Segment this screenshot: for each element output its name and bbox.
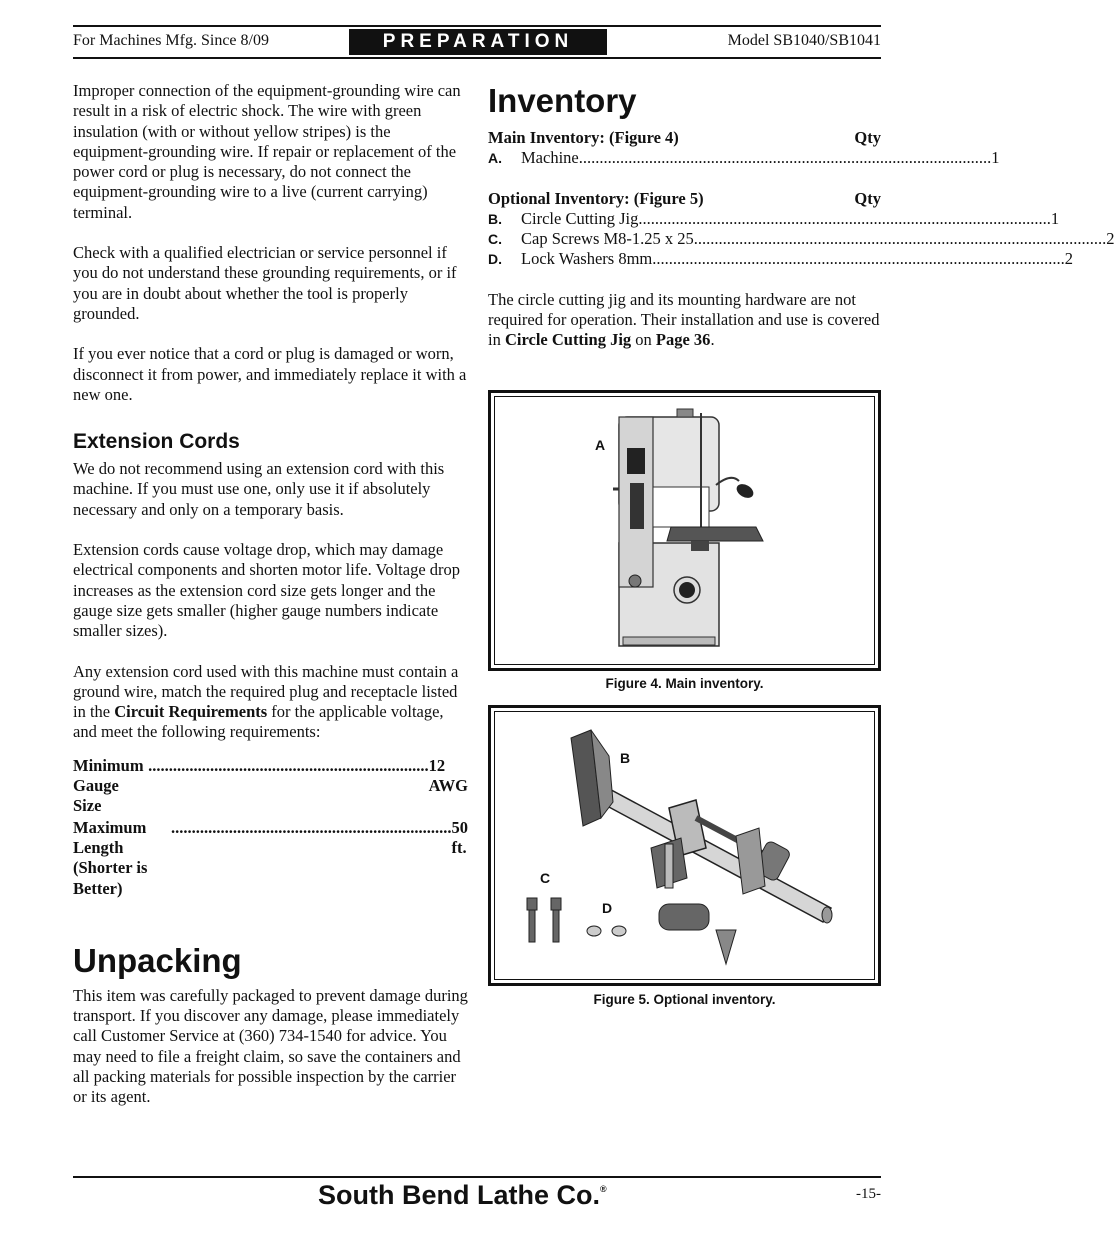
brand-logo: South Bend Lathe Co.® bbox=[318, 1180, 607, 1210]
inventory-heading: Inventory bbox=[488, 82, 637, 119]
inventory-item: A. Machine .................................................................................................... 1 bbox=[488, 148, 1000, 168]
item-qty: 2 bbox=[1106, 229, 1115, 249]
figure-5-label-c: C bbox=[540, 870, 551, 886]
extension-paragraph-2: Extension cords cause voltage drop, which may damage electrical components and shorten motor life. Voltage drop increases as the extension cord size gets longer and the gauge size gets smaller (higher gauge numbers indicate smaller sizes). bbox=[73, 540, 461, 641]
figure-5-label-d: D bbox=[602, 900, 613, 916]
figure-5-frame bbox=[488, 705, 881, 986]
bandsaw-image bbox=[491, 393, 878, 668]
extension-paragraph-1: We do not recommend using an extension cord with this machine. If you must use one, only use it if absolutely necessary and only on a temporary basis. bbox=[73, 459, 445, 519]
header-model: Model SB1040/SB1041 bbox=[727, 32, 881, 49]
figure-4-frame bbox=[488, 390, 881, 671]
item-qty: 1 bbox=[1050, 208, 1060, 228]
inventory-item: C. Cap Screws M8-1.25 x 25 .................................................................................................... 2 bbox=[488, 229, 1115, 249]
item-qty: 2 bbox=[1064, 249, 1074, 269]
extension-cords-heading: Extension Cords bbox=[73, 430, 240, 454]
item-name: Machine bbox=[521, 148, 579, 168]
item-qty: 1 bbox=[991, 148, 1000, 168]
section-title: PREPARATION bbox=[349, 29, 607, 55]
main-inventory-header: Main Inventory: (Figure 4) Qty bbox=[488, 128, 881, 147]
item-letter: A. bbox=[488, 150, 502, 167]
figure-5-label-b: B bbox=[620, 750, 631, 766]
grounding-paragraph: Improper connection of the equipment-grounding wire can result in a risk of electric shock. The wire with green insulation (with or without yellow stripes) is the equipment-grounding wire. If repair or replacement of the power cord or plug is necessary, do not connect the equipment-grounding wire to a live (current carrying) terminal. bbox=[73, 81, 461, 222]
unpacking-paragraph: This item was carefully packaged to prevent damage during transport. If you discover any damage, please immediately call Customer Service at (360) 734-1540 for advice. You may need to file a freight claim, so save the containers and all packing materials for possible inspection by the carrier or its agent. bbox=[73, 985, 468, 1107]
inventory-item: D. Lock Washers 8mm .................................................................................................... 2 bbox=[488, 249, 1074, 269]
item-letter: D. bbox=[488, 251, 502, 268]
spec-max-length: Maximum Length (Shorter is Better) .................................................................... 50 ft. bbox=[73, 817, 468, 898]
circle-jig-image bbox=[491, 708, 878, 983]
figure-4-label-a: A bbox=[595, 437, 606, 453]
item-letter: C. bbox=[488, 231, 502, 248]
jig-link: Circle Cutting Jig bbox=[504, 330, 632, 350]
inventory-item: B. Circle Cutting Jig .................................................................................................... 1 bbox=[488, 208, 1060, 228]
circuit-requirements-ref: Circuit Requirements bbox=[114, 702, 268, 722]
cord-damage-paragraph: If you ever notice that a cord or plug is damaged or worn, disconnect it from power, and immediately replace it with a new one. bbox=[73, 344, 467, 404]
right-column bbox=[488, 81, 1115, 371]
extension-paragraph-3: Any extension cord used with this machine must contain a ground wire, match the required plug and receptacle listed in the Circuit Requirements for the applicable voltage, and meet the following requirements: bbox=[73, 661, 459, 742]
electrician-paragraph: Check with a qualified electrician or service personnel if you do not understand these grounding requirements, or if you are in doubt about whether the tool is properly grounded. bbox=[73, 243, 457, 323]
figure-5-caption: Figure 5. Optional inventory. bbox=[593, 992, 776, 1007]
left-column bbox=[73, 81, 468, 1128]
header-left: For Machines Mfg. Since 8/09 bbox=[73, 32, 269, 49]
item-letter: B. bbox=[488, 210, 502, 227]
spec-min-gauge: Minimum Gauge Size .................................................................... 12 AWG bbox=[73, 755, 468, 816]
page-number: -15- bbox=[856, 1186, 881, 1202]
item-name: Cap Screws M8-1.25 x 25 bbox=[521, 229, 694, 249]
footer-rule bbox=[73, 1176, 881, 1178]
jig-note-paragraph: The circle cutting jig and its mounting hardware are not required for operation. Their installation and use is covered in Circle Cutting Jig on Page 36. bbox=[488, 289, 880, 350]
unpacking-heading: Unpacking bbox=[73, 941, 242, 979]
optional-inventory-header: Optional Inventory: (Figure 5) Qty bbox=[488, 188, 881, 208]
page-header bbox=[73, 25, 881, 59]
item-name: Circle Cutting Jig bbox=[521, 208, 639, 228]
figure-4-caption: Figure 4. Main inventory. bbox=[605, 676, 764, 691]
item-name: Lock Washers 8mm bbox=[521, 249, 653, 269]
page-ref: Page 36 bbox=[655, 330, 711, 350]
